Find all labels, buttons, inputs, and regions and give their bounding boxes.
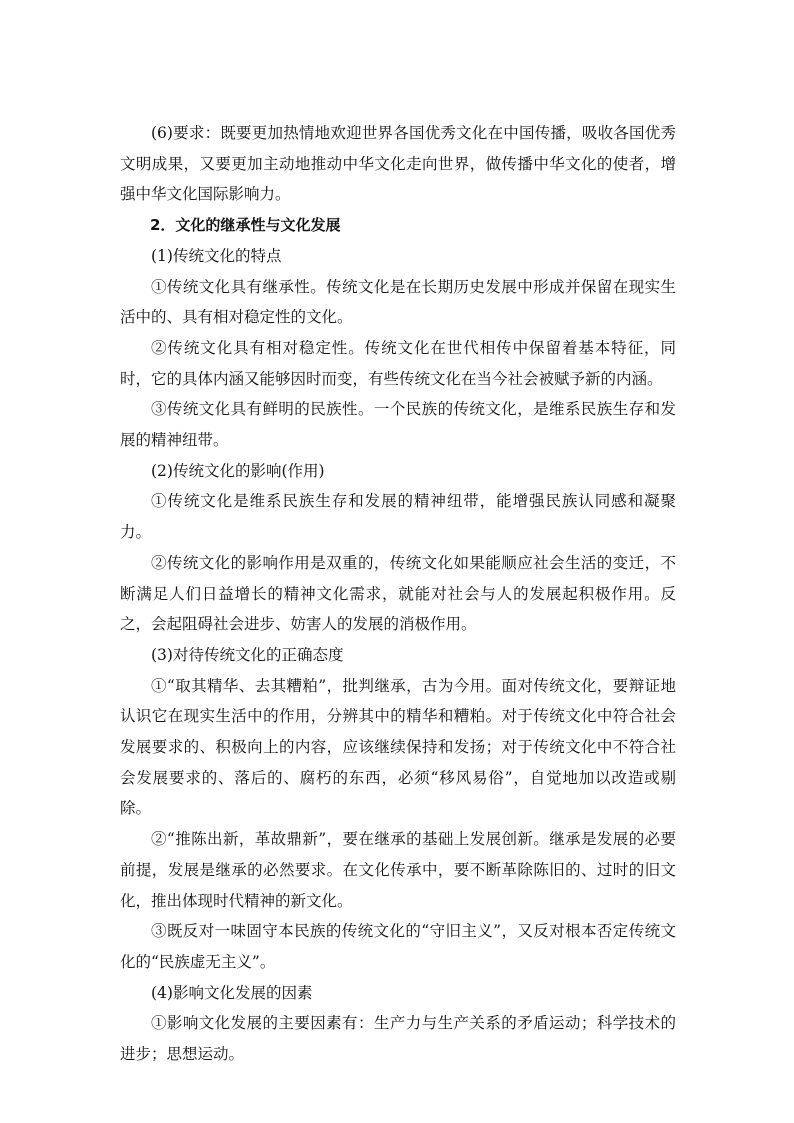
attitude-essence-paragraph: ①“取其精华、去其糟粕”，批判继承，古为今用。面对传统文化，要辩证地认识它在现实生活中的作用，分辨其中的精华和糟粕。对于传统文化中符合社会发展要求的、积极向上的内容，应该继续保持和发扬；对于传统文化中不符合社会发展要求的、落后的、腐朽的东西，必须“移风易俗”，自觉地加以改造或剔除。 xyxy=(120,676,676,818)
subheading-influence: (2)传统文化的影响(作用) xyxy=(151,461,325,480)
document-page xyxy=(120,118,676,1070)
influence-bond-paragraph: ①传统文化是维系民族生存和发展的精神纽带，能增强民族认同感和凝聚力。 xyxy=(120,492,676,542)
factors-paragraph: ①影响文化发展的主要因素有：生产力与生产关系的矛盾运动；科学技术的进步；思想运动。 xyxy=(120,1014,676,1064)
feature-inheritance-paragraph: ①传统文化具有继承性。传统文化是在长期历史发展中形成并保留在现实生活中的、具有相对稳定性的文化。 xyxy=(120,277,676,327)
influence-dual-paragraph: ②传统文化的影响作用是双重的，传统文化如果能顺应社会生活的变迁，不断满足人们日益增长的精神文化需求，就能对社会与人的发展起积极作用。反之，会起阻碍社会进步、妨害人的发展的消极作用。 xyxy=(120,553,676,634)
subheading-attitude: (3)对待传统文化的正确态度 xyxy=(151,645,344,664)
subheading-features: (1)传统文化的特点 xyxy=(151,246,282,265)
subheading-factors: (4)影响文化发展的因素 xyxy=(151,983,313,1002)
requirement-paragraph: (6)要求：既要更加热情地欢迎世界各国优秀文化在中国传播，吸收各国优秀文明成果，又要更加主动地推动中华文化走向世界，做传播中华文化的使者，增强中华文化国际影响力。 xyxy=(120,124,676,204)
feature-nationality-paragraph: ③传统文化具有鲜明的民族性。一个民族的传统文化，是维系民族生存和发展的精神纽带。 xyxy=(120,400,676,450)
attitude-oppose-paragraph: ③既反对一味固守本民族的传统文化的“守旧主义”，又反对根本否定传统文化的“民族虚无主义”。 xyxy=(120,922,676,971)
attitude-innovation-paragraph: ②“推陈出新，革故鼎新”，要在继承的基础上发展创新。继承是发展的必要前提，发展是继承的必然要求。在文化传承中，要不断革除陈旧的、过时的旧文化，推出体现时代精神的新文化。 xyxy=(120,830,676,910)
feature-stability-paragraph: ②传统文化具有相对稳定性。传统文化在世代相传中保留着基本特征，同时，它的具体内涵又能够因时而变，有些传统文化在当今社会被赋予新的内涵。 xyxy=(120,338,676,388)
section-heading: 2．文化的继承性与文化发展 xyxy=(150,216,341,235)
